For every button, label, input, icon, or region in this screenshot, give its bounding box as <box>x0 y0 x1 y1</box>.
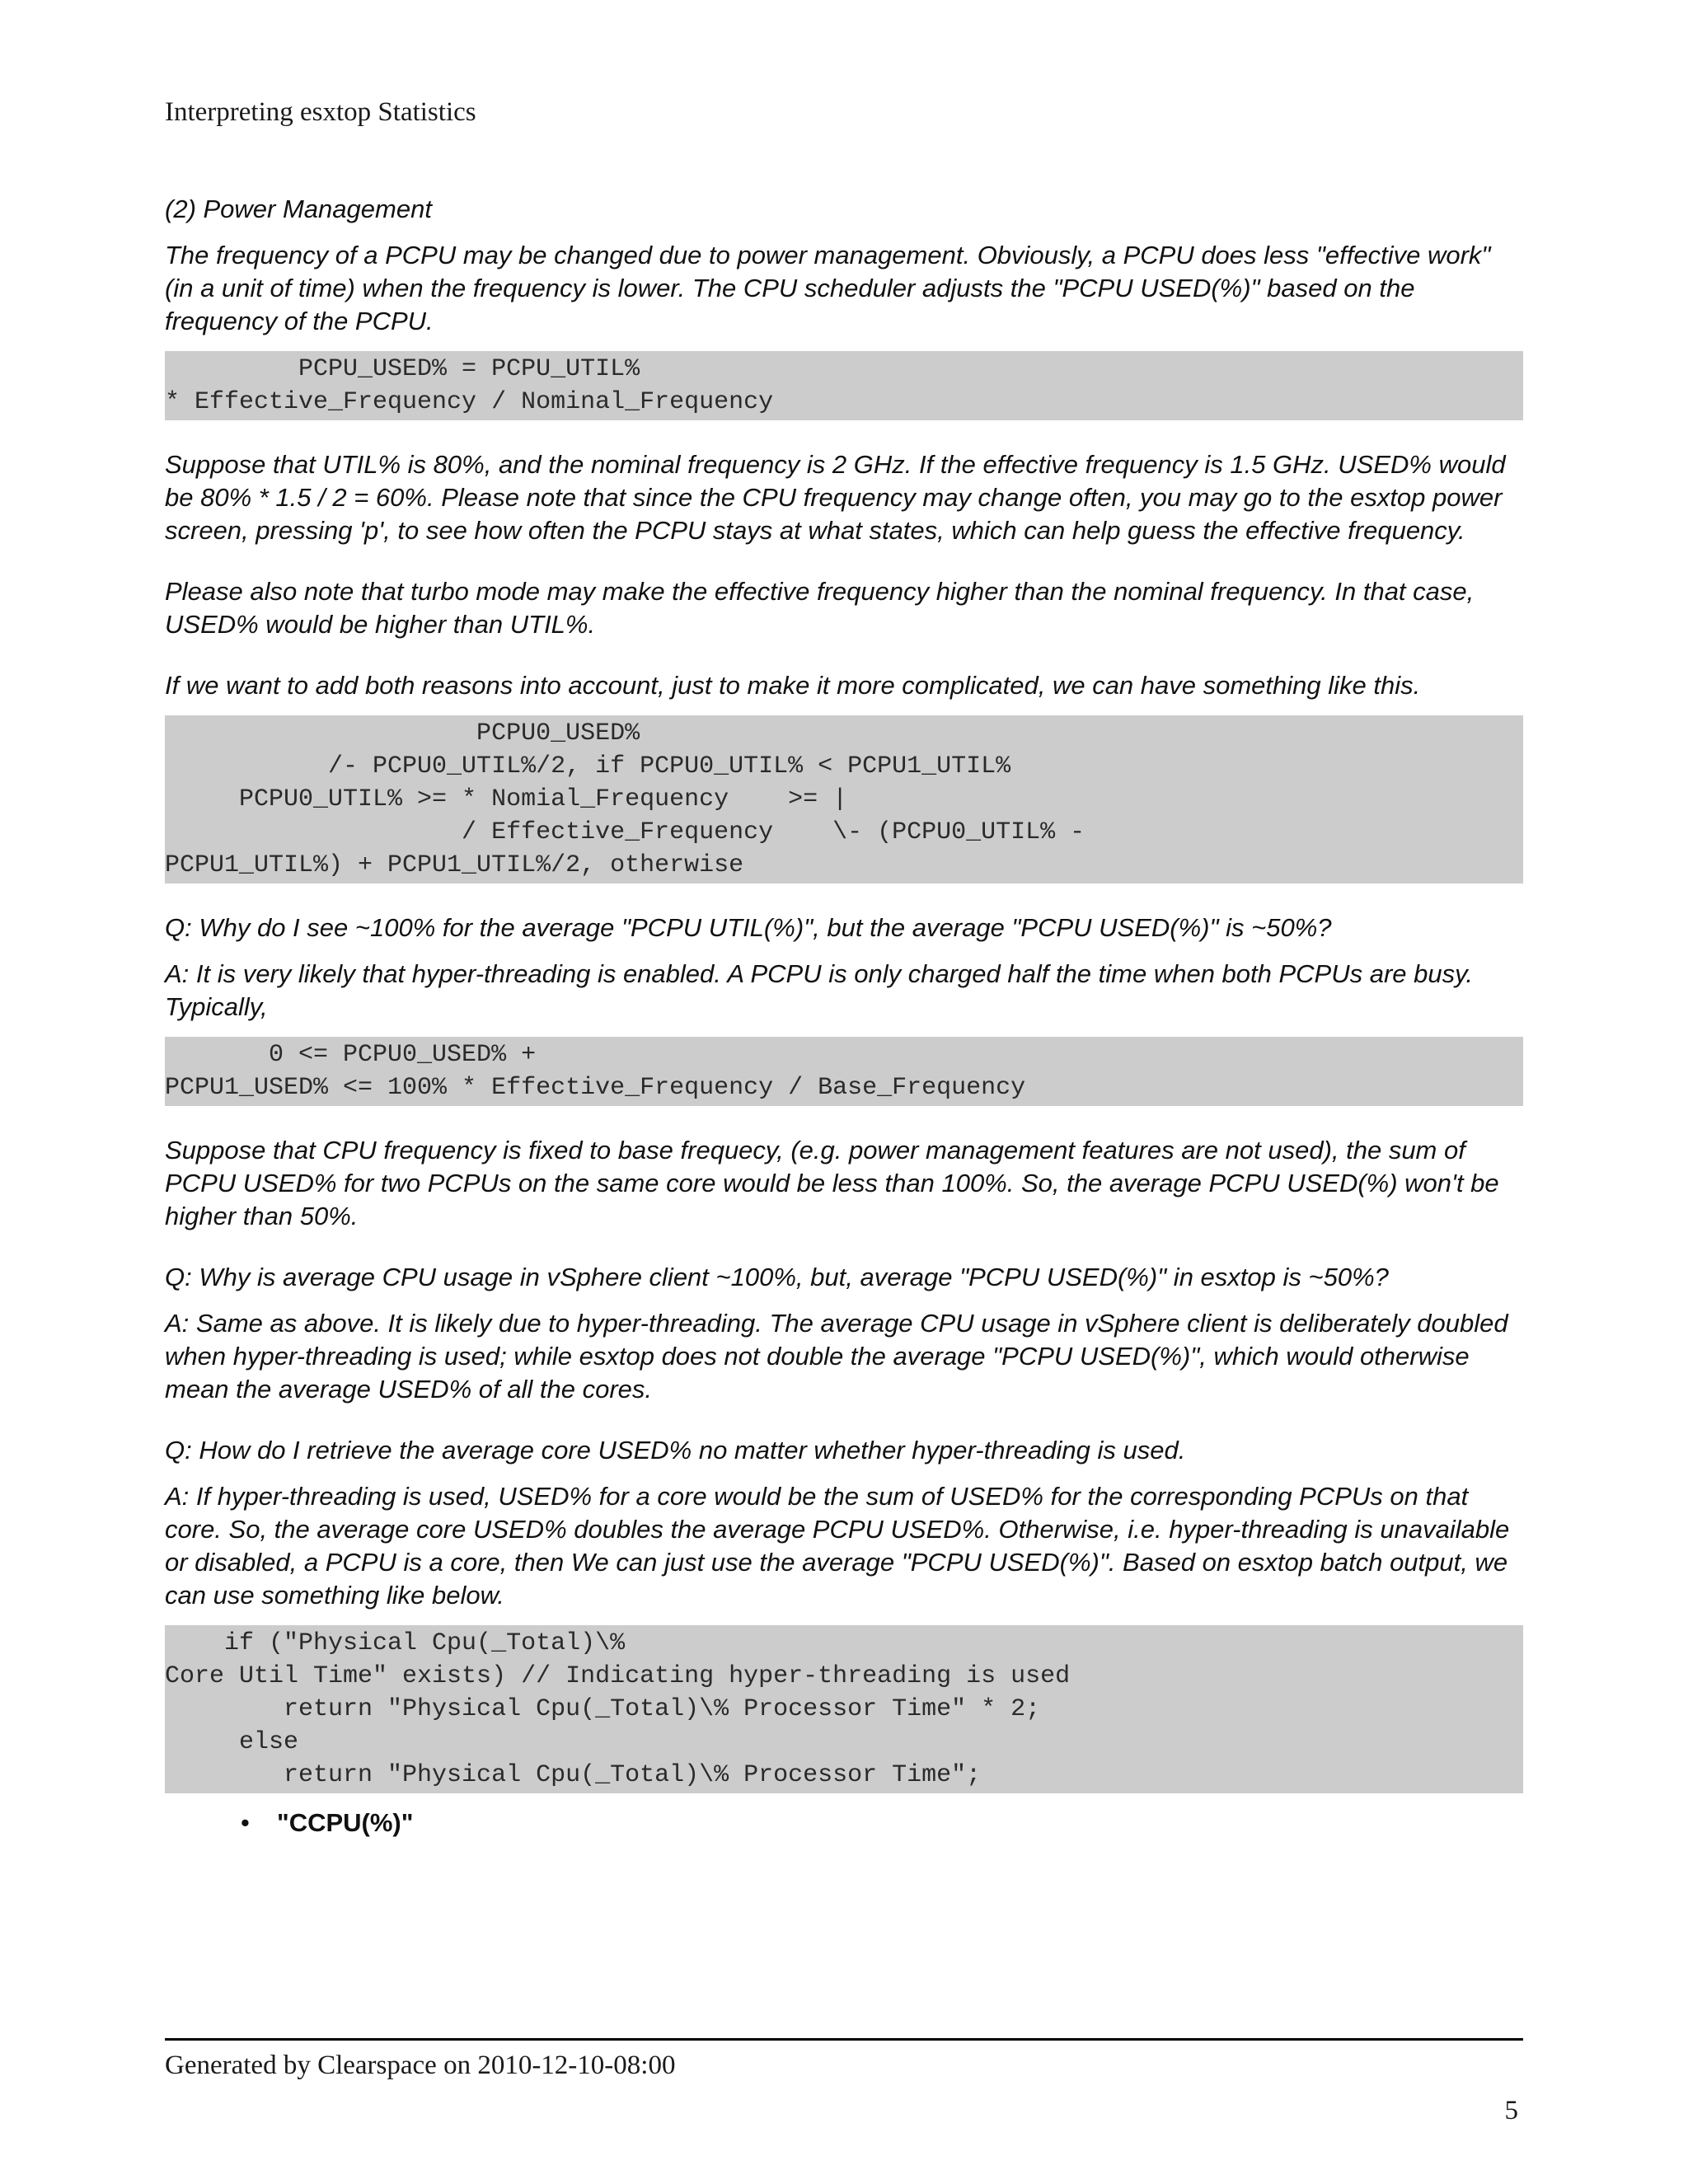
question: Q: Why do I see ~100% for the average "PCPU UTIL(%)", but the average "PCPU USED(%)" is ~50%? <box>165 913 1332 942</box>
answer: A: Same as above. It is likely due to hyper-threading. The average CPU usage in vSphere client is deliberately doubled when hyper-threading is used; while esxtop does not double the average "PCPU USED(%)", which would otherwise mean the average USED% of all the cores. <box>165 1309 1508 1404</box>
code-block: if ("Physical Cpu(_Total)\% Core Util Time" exists) // Indicating hyper-threading is used return "Physical Cpu(_Total)\% Processor Time" * 2; else return "Physical Cpu(_Total)\% Processor Time"; <box>165 1625 1523 1793</box>
section-heading: (2) Power Management <box>165 194 432 223</box>
answer: A: It is very likely that hyper-threading is enabled. A PCPU is only charged half the time when both PCPUs are busy. Typically, <box>165 959 1473 1021</box>
bullet-icon: • <box>241 1808 250 1837</box>
footer-divider <box>165 2038 1523 2041</box>
paragraph: If we want to add both reasons into account, just to make it more complicated, we can have something like this. <box>165 671 1421 700</box>
document-page <box>165 0 1523 2184</box>
code-block: PCPU0_USED% /- PCPU0_UTIL%/2, if PCPU0_UTIL% < PCPU1_UTIL% PCPU0_UTIL% >= * Nomial_Frequency >= | / Effective_Frequency \- (PCPU0_UTIL% - PCPU1_UTIL%) + PCPU1_UTIL%/2, otherwise <box>165 715 1523 883</box>
bullet-item <box>165 1807 1523 1840</box>
code-block: PCPU_USED% = PCPU_UTIL% * Effective_Frequency / Nominal_Frequency <box>165 351 1523 420</box>
page-content <box>165 193 1523 1840</box>
footer-generated: Generated by Clearspace on 2010-12-10-08:00 <box>165 2050 676 2080</box>
paragraph: Please also note that turbo mode may make the effective frequency higher than the nominal frequency. In that case, USED% would be higher than UTIL%. <box>165 577 1475 639</box>
paragraph: Suppose that CPU frequency is fixed to base frequecy, (e.g. power management features are not used), the sum of PCPU USED% for two PCPUs on the same core would be less than 100%. So, the average PCPU USED(%) won't be higher than 50%. <box>165 1136 1499 1230</box>
code-block: 0 <= PCPU0_USED% + PCPU1_USED% <= 100% * Effective_Frequency / Base_Frequency <box>165 1037 1523 1106</box>
paragraph: The frequency of a PCPU may be changed due to power management. Obviously, a PCPU does less "effective work" (in a unit of time) when the frequency is lower. The CPU scheduler adjusts the "PCPU USED(%)" based on the frequency of the PCPU. <box>165 241 1491 335</box>
answer: A: If hyper-threading is used, USED% for a core would be the sum of USED% for the corresponding PCPUs on that core. So, the average core USED% doubles the average PCPU USED%. Otherwise, i.e. hyper-threading is unavailable or disabled, a PCPU is a core, then We can just use the average "PCPU USED(%)". Based on esxtop batch output, we can use something like below. <box>165 1482 1510 1610</box>
paragraph: Suppose that UTIL% is 80%, and the nominal frequency is 2 GHz. If the effective frequency is 1.5 GHz. USED% would be 80% * 1.5 / 2 = 60%. Please note that since the CPU frequency may change often, you may go to the esxtop power screen, pressing 'p', to see how often the PCPU stays at what states, which can help guess the effective frequency. <box>165 450 1506 545</box>
page-header: Interpreting esxtop Statistics <box>165 97 476 127</box>
bullet-label: "CCPU(%)" <box>277 1808 414 1837</box>
question: Q: Why is average CPU usage in vSphere client ~100%, but, average "PCPU USED(%)" in esxtop is ~50%? <box>165 1263 1389 1291</box>
question: Q: How do I retrieve the average core USED% no matter whether hyper-threading is used. <box>165 1436 1186 1465</box>
page-number: 5 <box>1504 2096 1518 2125</box>
